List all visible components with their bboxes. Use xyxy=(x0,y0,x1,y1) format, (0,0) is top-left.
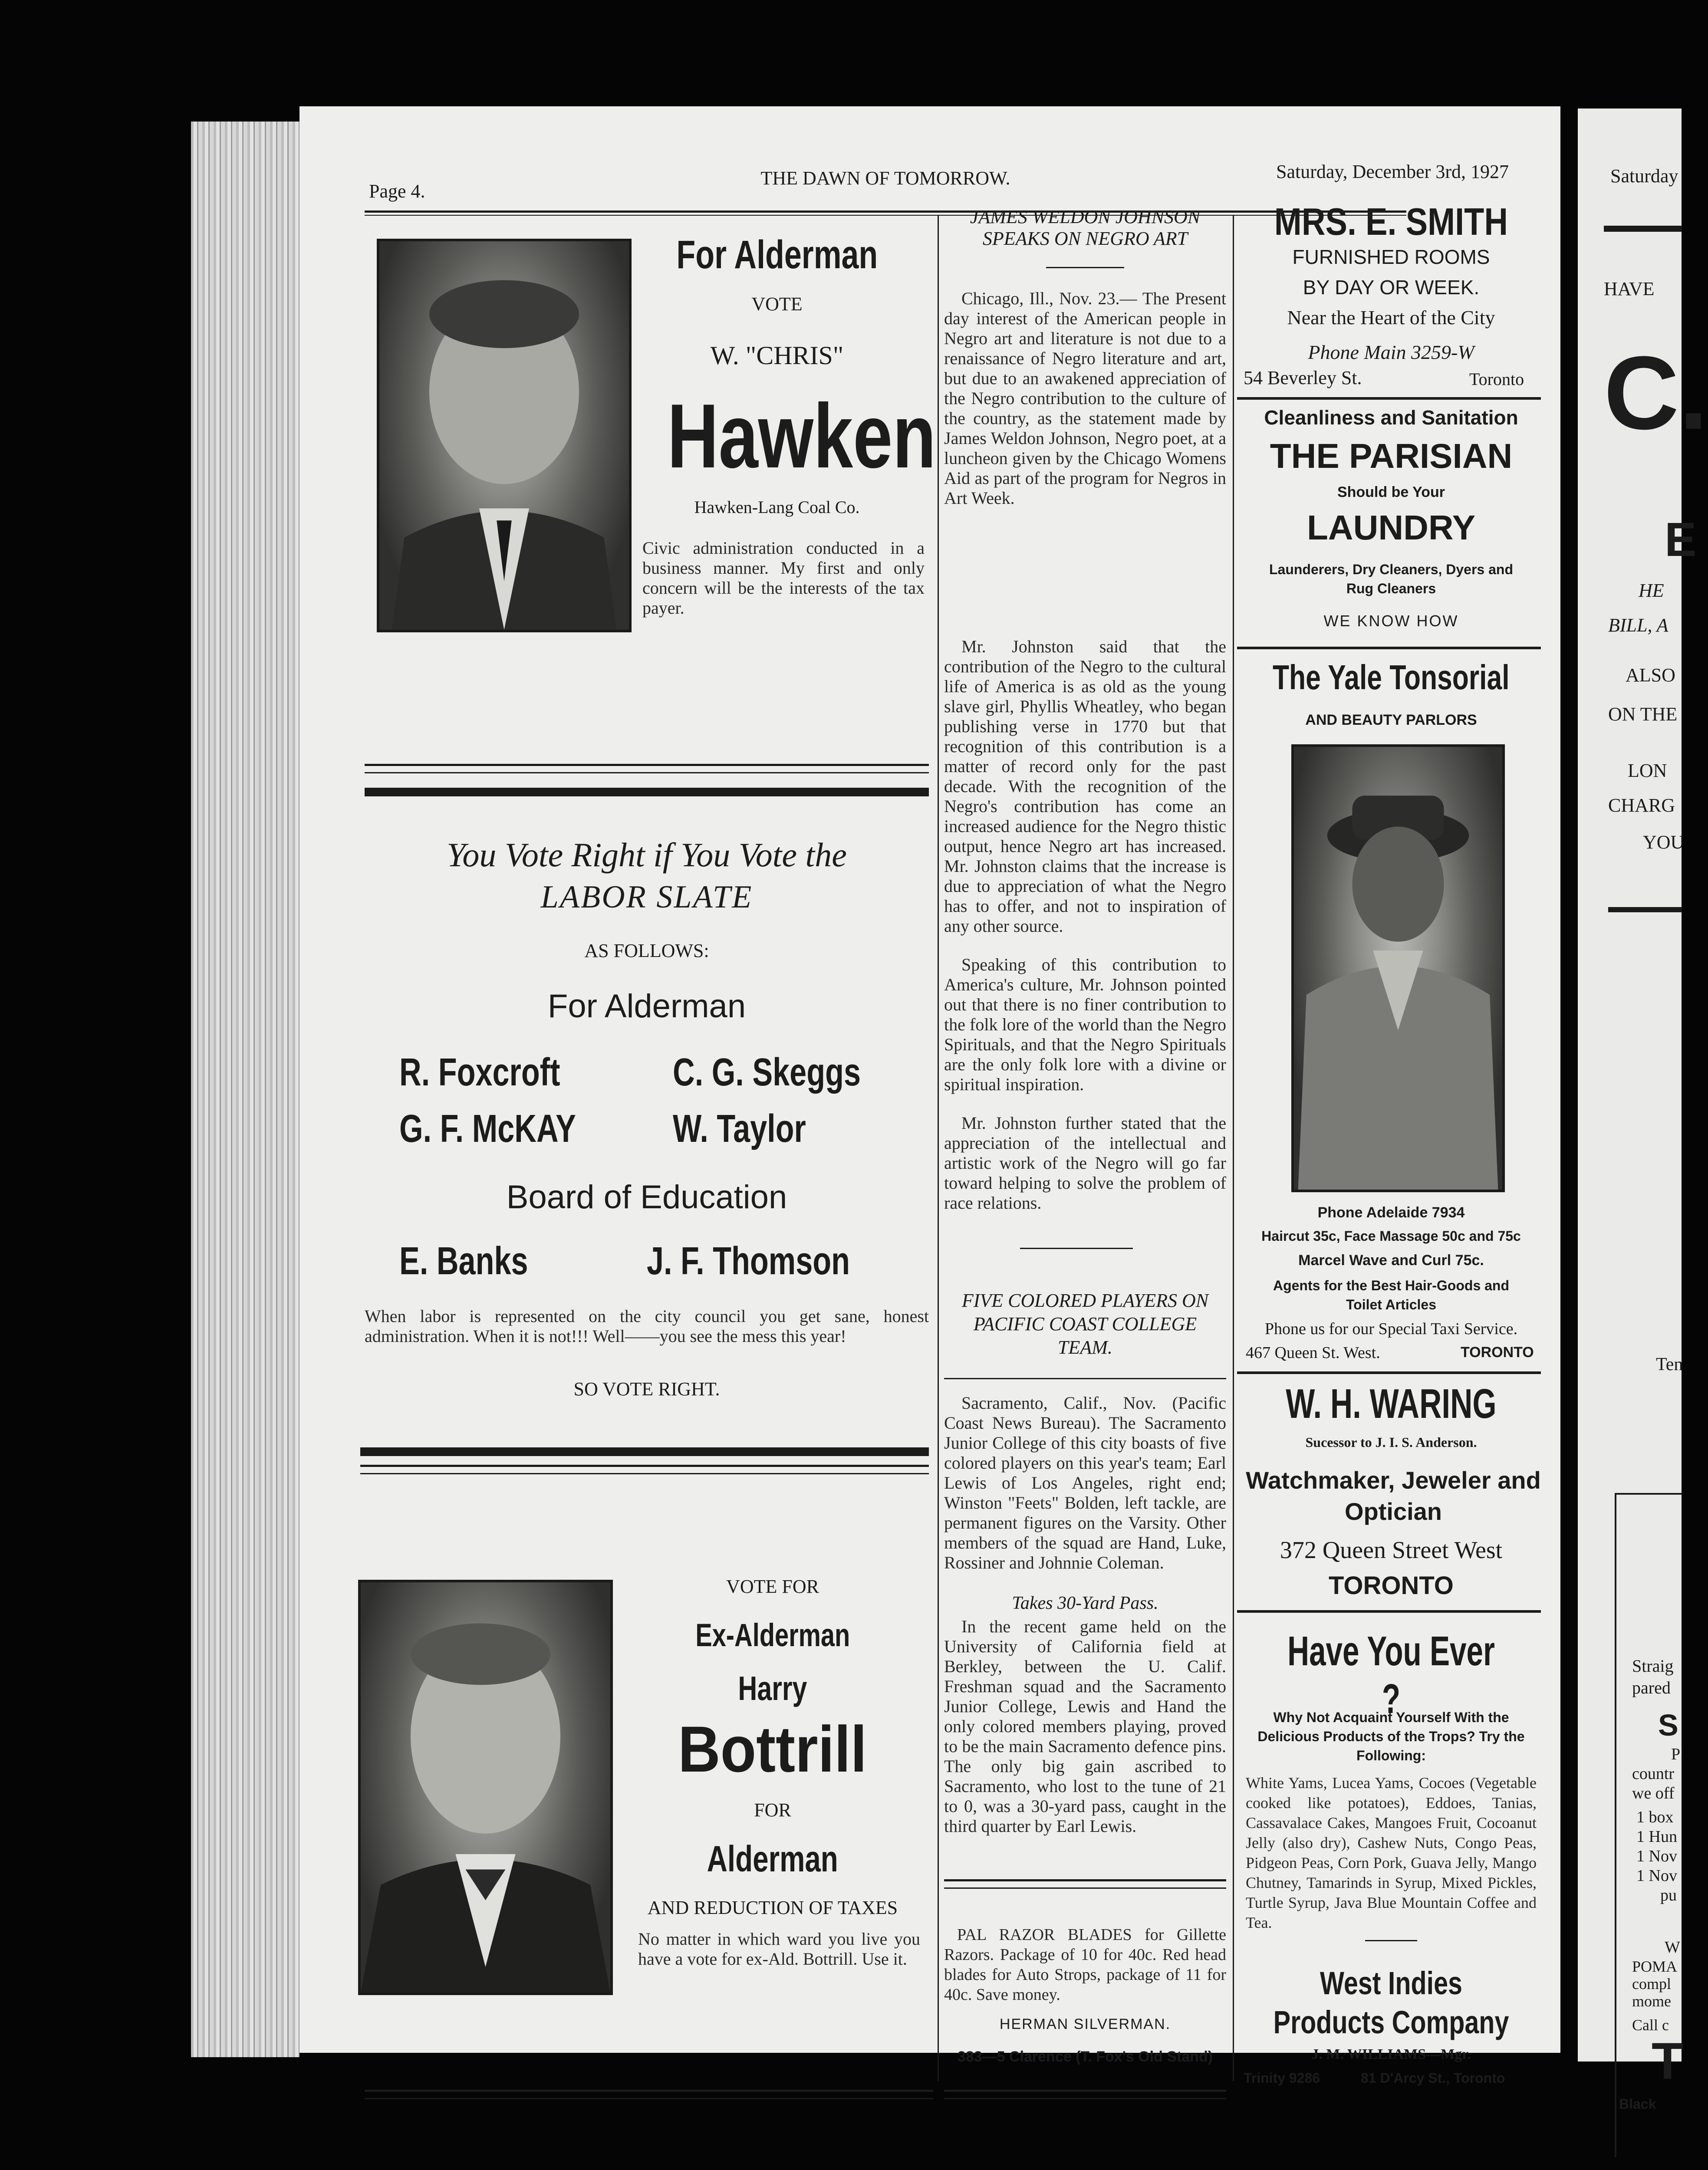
article1-headline: JAMES WELDON JOHNSON SPEAKS ON NEGRO ART xyxy=(970,206,1201,249)
yale-prices: Marcel Wave and Curl 75c. xyxy=(1298,1252,1484,1269)
section-rule xyxy=(365,2090,933,2099)
next-page-fragment: LON xyxy=(1628,760,1667,781)
waring-city: TORONTO xyxy=(1329,1572,1454,1600)
section-rule xyxy=(944,2090,1226,2099)
next-page-fragment: YOU xyxy=(1643,832,1685,853)
ad-rule xyxy=(1237,1371,1541,1374)
hawken-chris: W. "CHRIS" xyxy=(710,341,844,370)
next-page-fragment: BILL, A xyxy=(1608,615,1669,636)
portrait-photo-icon xyxy=(1294,747,1502,1190)
next-page-fragment: POMA xyxy=(1632,1958,1678,1975)
next-page-fragment: compl xyxy=(1632,1975,1671,1992)
bottrill-text: No matter in which ward you live you have a vote for ex-Ald. Bottrill. Use it. xyxy=(638,1929,920,1969)
westindies-name: West Indies Products Company xyxy=(1273,1965,1509,2040)
parisian-slogan: WE KNOW HOW xyxy=(1323,612,1459,630)
bottrill-taxes: AND REDUCTION OF TAXES xyxy=(647,1897,898,1918)
headline-rule xyxy=(944,1378,1226,1379)
hawken-text: Civic administration conducted in a business manner. My first and only concern will be the interests of the tax payer. xyxy=(642,538,925,618)
yale-city: TORONTO xyxy=(1461,1344,1534,1361)
razor-ad-text: PAL RAZOR BLADES for Gillette Razors. Package of 10 for 40c. Red head blades for Auto Strops, package of 11 for 40c. Save money. xyxy=(944,1926,1226,2004)
bottrill-name: Bottrill xyxy=(678,1713,867,1785)
westindies-phone: Trinity 9286 xyxy=(1244,2070,1320,2086)
ad-rule xyxy=(1237,647,1541,649)
labor-for-alderman: For Alderman xyxy=(547,988,746,1025)
ad-separator xyxy=(1365,1940,1417,1941)
section-rule xyxy=(365,764,929,773)
next-page-fragment: HE xyxy=(1639,580,1664,601)
portrait-photo-icon xyxy=(361,1582,610,1992)
next-page-fragment: T xyxy=(1652,2032,1684,2090)
smith-line: Near the Heart of the City xyxy=(1287,306,1495,329)
next-page-fragment: Black xyxy=(1619,2096,1656,2112)
bottrill-for: FOR xyxy=(754,1799,791,1821)
article2-headline: FIVE COLORED PLAYERS ON PACIFIC COAST COLLEGE TEAM. xyxy=(961,1290,1209,1358)
next-page-fragment: mome xyxy=(1632,1992,1671,2010)
waring-address: 372 Queen Street West xyxy=(1280,1537,1503,1564)
next-page-fragment: S xyxy=(1658,1708,1678,1742)
waring-name: W. H. WARING xyxy=(1286,1381,1497,1427)
waring-trade: Watchmaker, Jeweler and Optician xyxy=(1246,1466,1541,1525)
ad-rule xyxy=(1237,1610,1541,1613)
trustee-name: J. F. Thomson xyxy=(647,1240,850,1283)
next-page-fragment: pu xyxy=(1660,1886,1677,1904)
labor-closing: SO VOTE RIGHT. xyxy=(573,1378,720,1400)
article2-paragraph: In the recent game held on the University of California field at Berkley, between the U. Calif. Freshman squad and the Sacramento Junior College, Lewis and Hand the only colored members playing, proved to be the main Sacramento defence pins. The only big gain ascribed to Sacramento, who lost to the tune of 21 to 0, was a 30-yard pass, caught in the third quarter by Earl Lewis. xyxy=(944,1617,1226,1836)
article1-paragraph: Mr. Johnston further stated that the appreciation of the intellectual and artistic work of the Negro will go far toward helping to solve the problem of race relations. xyxy=(944,1113,1226,1213)
next-page-fragment: ON THE xyxy=(1608,704,1678,725)
next-page-fragment: Call c xyxy=(1632,2016,1669,2034)
paper-title: THE DAWN OF TOMORROW. xyxy=(760,168,1010,189)
article2-paragraph: Sacramento, Calif., Nov. (Pacific Coast News Bureau). The Sacramento Junior College of this city boasts of five colored players on this year's team; Earl Lewis of Los Angeles, right end; Winston "Feets" Bolden, left tackle, are permanent figures on the Varsity. Other members of the squad are Hand, Luke, Rossiner and Johnnie Coleman. xyxy=(944,1393,1226,1572)
westindies-manager: J. M. WILLIAMS—Mgr. xyxy=(1311,2046,1471,2062)
alderman-name: G. F. McKAY xyxy=(399,1107,576,1151)
westindies-headline: Have You Ever ? xyxy=(1287,1628,1495,1722)
newspaper-page xyxy=(299,106,1560,2086)
next-page-fragment: W xyxy=(1665,1938,1680,1956)
labor-as-follows: AS FOLLOWS: xyxy=(584,940,709,961)
column-divider xyxy=(938,215,939,2081)
labor-text: When labor is represented on the city council you get sane, honest administration. When it is not!!! Well——you see the mess this year! xyxy=(365,1306,929,1346)
portrait-photo-icon xyxy=(379,241,629,630)
smith-city: Toronto xyxy=(1469,369,1524,389)
razor-ad-address: 383—5 Clarence (T. Fox's Old Stand) xyxy=(957,2048,1213,2065)
smith-address: 54 Beverley St. xyxy=(1244,367,1362,388)
labor-headline-2: LABOR SLATE xyxy=(540,879,753,915)
smith-line: BY DAY OR WEEK. xyxy=(1303,276,1480,299)
next-page-fragment: Ten xyxy=(1656,1355,1683,1374)
yale-phone: Phone Adelaide 7934 xyxy=(1317,1204,1465,1221)
heavy-rule xyxy=(360,1447,929,1456)
yale-taxi: Phone us for our Special Taxi Service. xyxy=(1264,1320,1518,1338)
bottrill-photo xyxy=(358,1580,613,1995)
next-page-fragment: we off xyxy=(1632,1784,1675,1802)
next-page-fragment: Straig xyxy=(1632,1656,1674,1676)
page-number: Page 4. xyxy=(369,181,425,202)
next-page-fragment: pared xyxy=(1632,1678,1671,1697)
heavy-rule xyxy=(365,788,929,796)
alderman-name: C. G. Skeggs xyxy=(673,1051,861,1094)
hawken-name: Hawken xyxy=(667,385,936,487)
article-separator xyxy=(1020,1248,1133,1249)
razor-ad-name: HERMAN SILVERMAN. xyxy=(999,2016,1171,2032)
hawken-vote: VOTE xyxy=(751,293,803,315)
next-page-fragment: CHARG xyxy=(1608,795,1675,816)
westindies-address: 81 D'Arcy St., Toronto xyxy=(1361,2070,1505,2086)
hawken-for-alderman: For Alderman xyxy=(676,233,878,277)
hawken-company: Hawken-Lang Coal Co. xyxy=(694,497,860,517)
yale-prices: Haircut 35c, Face Massage 50c and 75c xyxy=(1261,1228,1521,1244)
parisian-laundry: LAUNDRY xyxy=(1307,508,1476,547)
adjacent-page xyxy=(1578,108,1708,2112)
next-page-fragment: P xyxy=(1671,1745,1681,1763)
smith-name: MRS. E. SMITH xyxy=(1274,200,1508,243)
next-page-fragment: C. xyxy=(1604,335,1708,451)
yale-address: 467 Queen St. West. xyxy=(1246,1344,1380,1362)
bottrill-harry: Harry xyxy=(738,1669,807,1707)
smith-phone: Phone Main 3259-W xyxy=(1308,341,1474,363)
article1-paragraph: Mr. Johnston said that the contribution of the Negro to the cultural life of America is as old as the young slave girl, Phyllis Wheatley, who began publishing verse in 1770 but that recognition of this contribution is a matter of record only for the past decade. With the recognition of the Negro's contribution has come an increased audience for the Negro thistic output, hence Negro art has increased. Mr. Johnston claims that the increase is due to appreciation of what the Negro has to offer, and not to inspiration of any other source. xyxy=(944,637,1226,936)
next-page-fragment: 1 Hun xyxy=(1636,1828,1677,1846)
next-page-rule xyxy=(1608,907,1682,912)
next-page-fragment: 1 Nov xyxy=(1636,1867,1677,1885)
next-page-fragment: HAVE xyxy=(1604,278,1655,299)
parisian-line: Should be Your xyxy=(1337,484,1445,500)
bottrill-vote-for: VOTE FOR xyxy=(726,1576,819,1597)
next-page-fragment: 1 Nov xyxy=(1636,1847,1677,1865)
parisian-services: Launderers, Dry Cleaners, Dyers and Rug Cleaners xyxy=(1269,562,1513,596)
next-page-fragment: 1 box xyxy=(1636,1808,1674,1826)
next-page-rule xyxy=(1615,1493,1682,1495)
parisian-name: THE PARISIAN xyxy=(1270,437,1513,475)
ad-rule xyxy=(1237,397,1541,400)
waring-successor: Sucessor to J. I. S. Anderson. xyxy=(1305,1434,1477,1450)
yale-line: AND BEAUTY PARLORS xyxy=(1305,712,1477,728)
section-rule xyxy=(360,1465,929,1474)
alderman-name: W. Taylor xyxy=(673,1107,806,1151)
yale-photo xyxy=(1291,744,1505,1192)
westindies-products: White Yams, Lucea Yams, Cocoes (Vegetable cooked like potatoes), Eddoes, Tanias, Cassavalace Cakes, Mangoes Fruit, Cocoanut Jelly (also dry), Cashew Nuts, Congo Peas, Pidgeon Peas, Corn Pork, Guava Jelly, Mango Chutney, Tamarinds in Syrup, Mixed Pickles, Turtle Syrup, Java Blue Mountain Coffee and Tea. xyxy=(1246,1774,1537,1931)
board-of-education: Board of Education xyxy=(506,1179,787,1216)
article1-paragraph: Speaking of this contribution to America's culture, Mr. Johnson pointed out that there is no finer contribution to the folk lore of the world than the Negro Spirituals, and that the Negro Spirituals are the only folk lore with a divine or spiritual inspiration. xyxy=(944,955,1226,1094)
section-rule xyxy=(944,1879,1226,1889)
yale-agents: Agents for the Best Hair-Goods and Toilet Articles xyxy=(1273,1278,1510,1312)
trustee-name: E. Banks xyxy=(399,1240,528,1283)
next-page-rule xyxy=(1604,226,1682,232)
alderman-name: R. Foxcroft xyxy=(399,1051,560,1094)
next-page-date: Saturday xyxy=(1610,165,1678,187)
next-page-fragment: countr xyxy=(1632,1765,1675,1783)
bottrill-ex-alderman: Ex-Alderman xyxy=(695,1617,850,1653)
column-divider xyxy=(1233,215,1234,2081)
next-page-box xyxy=(1615,1493,1616,2157)
parisian-tagline: Cleanliness and Sanitation xyxy=(1264,406,1518,429)
article1-paragraph: Chicago, Ill., Nov. 23.— The Present day interest of the American people in Negro art and literature is not due to a renaissance of Negro literature and art, but due to an awakened appreciation of the Negro contribution to the culture of the country, as the statement made by James Weldon Johnson, Negro poet, at a luncheon given by the Chicago Womens Aid as part of the program for Negros in Art Week. xyxy=(944,289,1226,508)
yale-name: The Yale Tonsorial xyxy=(1273,658,1510,697)
next-page-fragment: E xyxy=(1665,513,1697,566)
labor-headline-1: You Vote Right if You Vote the xyxy=(447,836,847,874)
hawken-photo xyxy=(377,239,632,632)
article2-subhead: Takes 30-Yard Pass. xyxy=(1012,1593,1158,1613)
westindies-intro: Why Not Acquaint Yourself With the Delicious Products of the Trops? Try the Following: xyxy=(1257,1710,1525,1763)
next-page-fragment: ALSO xyxy=(1626,664,1675,686)
book-spine xyxy=(191,122,299,2057)
bottrill-alderman: Alderman xyxy=(707,1838,839,1879)
headline-rule xyxy=(1046,267,1124,268)
smith-line: FURNISHED ROOMS xyxy=(1292,246,1490,268)
issue-date: Saturday, December 3rd, 1927 xyxy=(1276,161,1509,182)
